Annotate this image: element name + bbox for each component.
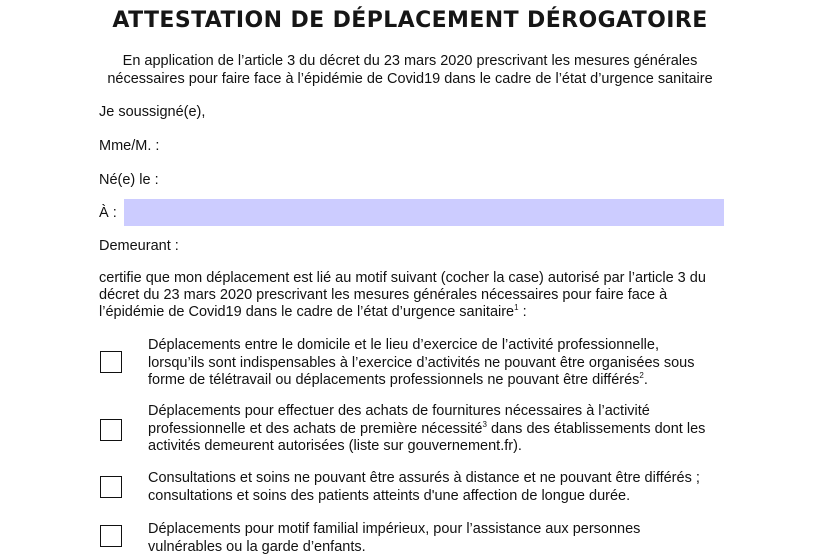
certify-paragraph	[99, 270, 739, 321]
certify-line: certifie que mon déplacement est lié au motif suivant (cocher la case) autorisé par l’article 3 du	[99, 270, 706, 286]
option-professional-travel: Déplacements entre le domicile et le lieu d’exercice de l’activité professionnelle, lorsqu’ils sont indispensables à l’exercice d’activités ne pouvant être organisées sous forme de télétravail ou déplacements professionnels ne pouvant être différés$^2$.	[148, 337, 695, 388]
footnote-ref: 1	[514, 303, 519, 313]
intro-text: Je soussigné(e),	[99, 104, 206, 120]
birthdate-label: Né(e) le :	[99, 172, 159, 188]
checkbox-essential-purchases[interactable]	[100, 419, 122, 441]
footnote-ref: 3	[482, 419, 487, 429]
option-family-reasons: Déplacements pour motif familial impérieux, pour l’assistance aux personnes vulnérables ou la garde d’enfants.	[148, 521, 641, 555]
birthplace-input[interactable]	[124, 199, 724, 226]
certify-line: décret du 23 mars 2020 prescrivant les mesures générales nécessaires pour faire face à	[99, 287, 668, 303]
legal-reference-line: nécessaires pour faire face à l’épidémie de Covid19 dans le cadre de l’état d’urgence sanitaire	[107, 71, 713, 87]
checkbox-family-reasons[interactable]	[100, 525, 122, 547]
name-label: Mme/M. :	[99, 138, 160, 154]
birthplace-label: À :	[99, 205, 117, 221]
legal-reference	[60, 52, 760, 88]
legal-reference-line: En application de l’article 3 du décret du 23 mars 2020 prescrivant les mesures générales	[122, 53, 698, 69]
document-title: ATTESTATION DE DÉPLACEMENT DÉROGATOIRE	[112, 8, 708, 33]
address-label: Demeurant :	[99, 238, 179, 254]
footnote-ref: 2	[639, 371, 644, 381]
checkbox-medical-care[interactable]	[100, 476, 122, 498]
certify-line: l’épidémie de Covid19 dans le cadre de l’état d’urgence sanitaire$^1$ :	[99, 303, 527, 320]
checkbox-professional-travel[interactable]	[100, 351, 122, 373]
option-essential-purchases: Déplacements pour effectuer des achats de fournitures nécessaires à l’activité professionnelle et des achats de première nécessité$^3$ dans des établissements dont les activités demeurent autorisées (liste sur gouvernement.fr).	[148, 403, 706, 454]
option-medical-care: Consultations et soins ne pouvant être assurés à distance et ne pouvant être différés ; consultations et soins des patients atteints d'une affection de longue durée.	[148, 470, 700, 504]
